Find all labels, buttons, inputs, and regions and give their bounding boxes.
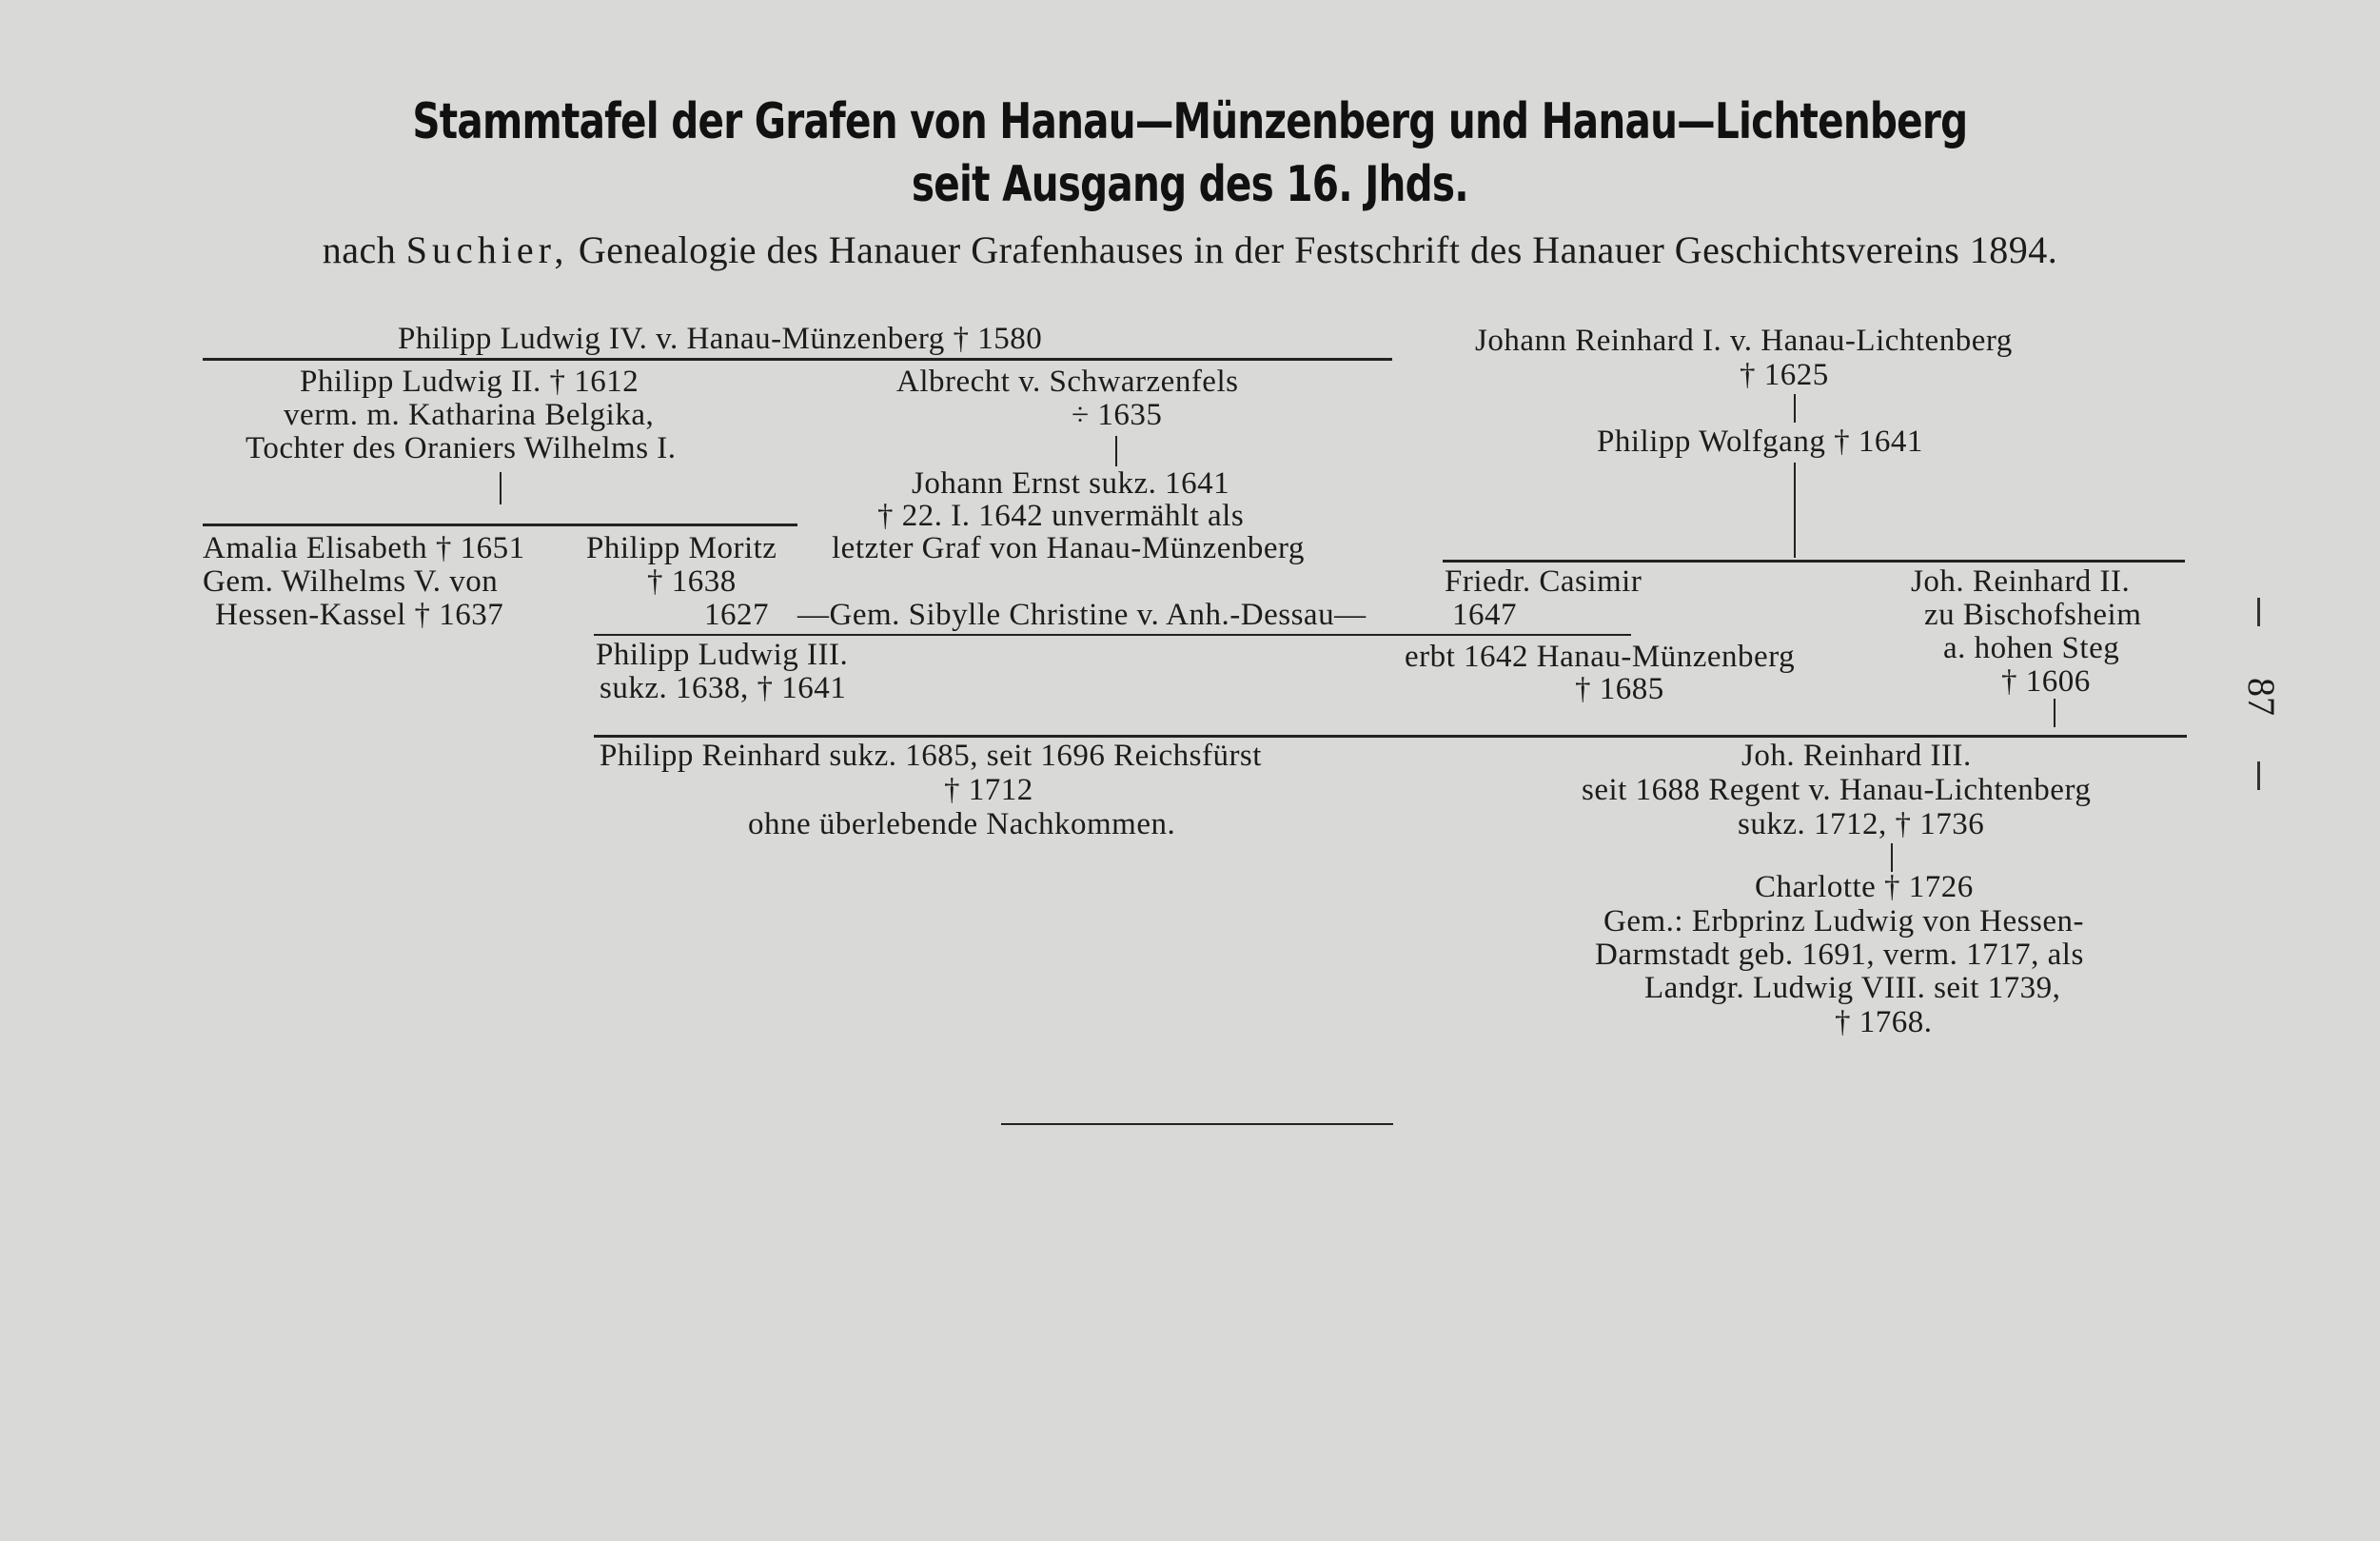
source-author: Suchier, bbox=[405, 228, 569, 271]
person-amalia-name: Amalia Elisabeth † 1651 bbox=[203, 531, 525, 565]
closing-rule bbox=[1001, 1123, 1393, 1125]
person-joh-reinhard-ii-place: zu Bischofsheim bbox=[1924, 598, 2142, 632]
person-philipp-ludwig-iii-death: sukz. 1638, † 1641 bbox=[600, 671, 847, 705]
line-jrii-to-jriii bbox=[2054, 699, 2055, 727]
spouse-sibylle: —Gem. Sibylle Christine v. Anh.-Dessau— bbox=[797, 598, 1367, 632]
line-plii-to-children bbox=[500, 472, 502, 504]
person-amalia-spouse: Gem. Wilhelms V. von bbox=[203, 564, 499, 599]
marriage-year-1627: 1627 bbox=[704, 598, 769, 632]
person-charlotte-spouse-title: Landgr. Ludwig VIII. seit 1739, bbox=[1644, 971, 2061, 1005]
source-rest: Genealogie des Hanauer Grafenhauses in der Festschrift des Hanauer Geschichtsvereins 1894. bbox=[568, 228, 2058, 271]
person-johann-reinhard-i-name: Johann Reinhard I. v. Hanau-Lichtenberg bbox=[1475, 324, 2013, 358]
source-citation bbox=[0, 228, 2380, 272]
line-jriii-to-charlotte bbox=[1891, 843, 1893, 872]
person-amalia-death: Hessen-Kassel † 1637 bbox=[215, 598, 504, 632]
person-albrecht-name: Albrecht v. Schwarzenfels bbox=[896, 365, 1239, 399]
person-philipp-wolfgang: Philipp Wolfgang † 1641 bbox=[1597, 425, 1923, 459]
person-philipp-reinhard-name: Philipp Reinhard sukz. 1685, seit 1696 Reichsfürst bbox=[600, 739, 1262, 773]
person-albrecht-death: ÷ 1635 bbox=[1072, 398, 1163, 432]
person-joh-reinhard-iii-name: Joh. Reinhard III. bbox=[1741, 739, 1972, 773]
person-charlotte-name: Charlotte † 1726 bbox=[1755, 870, 1974, 904]
person-friedr-casimir-inherit: erbt 1642 Hanau-Münzenberg bbox=[1405, 640, 1796, 674]
person-johann-ernst-name: Johann Ernst sukz. 1641 bbox=[912, 466, 1230, 501]
person-johann-ernst-title: letzter Graf von Hanau-Münzenberg bbox=[832, 531, 1305, 565]
person-joh-reinhard-iii-regent: seit 1688 Regent v. Hanau-Lichtenberg bbox=[1582, 773, 2092, 807]
person-joh-reinhard-iii-death: sukz. 1712, † 1736 bbox=[1738, 807, 1985, 841]
person-philipp-moritz-name: Philipp Moritz bbox=[586, 531, 777, 565]
person-johann-ernst-death: † 22. I. 1642 unvermählt als bbox=[877, 499, 1245, 533]
person-friedr-casimir-name: Friedr. Casimir bbox=[1445, 564, 1642, 599]
line-marriage-pm-fc bbox=[594, 634, 1631, 636]
line-albrecht-to-johann-ernst bbox=[1115, 436, 1117, 466]
page-title-line-1: Stammtafel der Grafen von Hanau—Münzenberg und Hanau—Lichtenberg bbox=[412, 93, 1968, 150]
line-jr-i-to-pw bbox=[1794, 394, 1796, 423]
person-charlotte-spouse-death: † 1768. bbox=[1835, 1005, 1933, 1039]
person-philipp-reinhard-death: † 1712 bbox=[944, 773, 1033, 807]
line-pw-children bbox=[1443, 560, 2185, 563]
person-joh-reinhard-ii-place2: a. hohen Steg bbox=[1943, 631, 2120, 665]
person-charlotte-spouse: Gem.: Erbprinz Ludwig von Hessen- bbox=[1603, 904, 2084, 938]
line-pw-to-children bbox=[1794, 463, 1796, 558]
page-number: 87 bbox=[2240, 678, 2283, 716]
person-charlotte-spouse-birth: Darmstadt geb. 1691, verm. 1717, als bbox=[1595, 938, 2084, 972]
page-number-dash-top bbox=[2257, 598, 2260, 626]
line-philipp-ludwig-iv-children bbox=[203, 358, 1392, 361]
line-generation-4 bbox=[594, 735, 2187, 738]
person-philipp-ludwig-iii-name: Philipp Ludwig III. bbox=[596, 638, 849, 672]
person-joh-reinhard-ii-death: † 1606 bbox=[2001, 664, 2091, 699]
person-philipp-ludwig-ii-spouse: Tochter des Oraniers Wilhelms I. bbox=[246, 431, 677, 465]
person-philipp-ludwig-iv: Philipp Ludwig IV. v. Hanau-Münzenberg † 1580 bbox=[398, 322, 1043, 356]
person-philipp-moritz-death: † 1638 bbox=[647, 564, 737, 599]
person-joh-reinhard-ii-name: Joh. Reinhard II. bbox=[1911, 564, 2131, 599]
marriage-year-1647: 1647 bbox=[1452, 598, 1517, 632]
page-number-dash-bottom bbox=[2257, 761, 2260, 790]
person-friedr-casimir-death: † 1685 bbox=[1575, 672, 1664, 706]
line-plii-children bbox=[203, 524, 797, 526]
person-philipp-ludwig-ii-marriage: verm. m. Katharina Belgika, bbox=[284, 398, 655, 432]
person-johann-reinhard-i-death: † 1625 bbox=[1740, 358, 1829, 392]
person-philipp-reinhard-note: ohne überlebende Nachkommen. bbox=[748, 807, 1176, 841]
page-title-line-2: seit Ausgang des 16. Jhds. bbox=[911, 156, 1468, 213]
source-prefix: nach bbox=[322, 228, 406, 271]
person-philipp-ludwig-ii-name: Philipp Ludwig II. † 1612 bbox=[300, 365, 639, 399]
